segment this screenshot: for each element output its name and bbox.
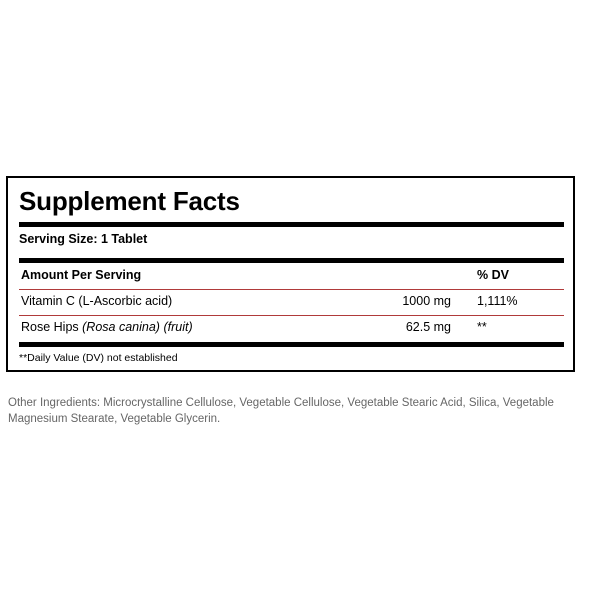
title-divider — [19, 222, 564, 227]
nutrient-name-latin: (Rosa canina) — [82, 320, 160, 334]
nutrient-name-part: (fruit) — [159, 320, 193, 334]
nutrient-row-rose-hips — [19, 316, 564, 340]
dv-footnote: **Daily Value (DV) not established — [19, 352, 178, 364]
amount-per-serving-header: Amount Per Serving — [21, 268, 142, 282]
facts-title: Supplement Facts — [19, 186, 240, 216]
nutrient-dv: 1,111% — [477, 294, 518, 308]
nutrient-dv: ** — [477, 320, 487, 334]
serving-size: Serving Size: 1 Tablet — [19, 232, 148, 246]
nutrient-amount: 1000 mg — [402, 294, 451, 308]
column-header-row — [19, 264, 564, 288]
nutrient-amount: 62.5 mg — [405, 320, 451, 334]
footer-divider — [19, 342, 564, 347]
nutrient-name: Vitamin C (L-Ascorbic acid) — [21, 294, 173, 308]
serving-divider — [19, 258, 564, 263]
nutrient-name — [21, 320, 193, 334]
other-ingredients: Other Ingredients: Microcrystalline Cellulose, Vegetable Cellulose, Vegetable Stearic Acid, Silica, Vegetable Magnesium Stearate, Vegetable Glycerin. — [8, 397, 554, 425]
nutrient-name-plain: Rose Hips — [21, 320, 83, 334]
dv-header: % DV — [477, 268, 509, 282]
supplement-facts-panel — [6, 176, 575, 372]
nutrient-row-vitamin-c — [19, 290, 564, 314]
